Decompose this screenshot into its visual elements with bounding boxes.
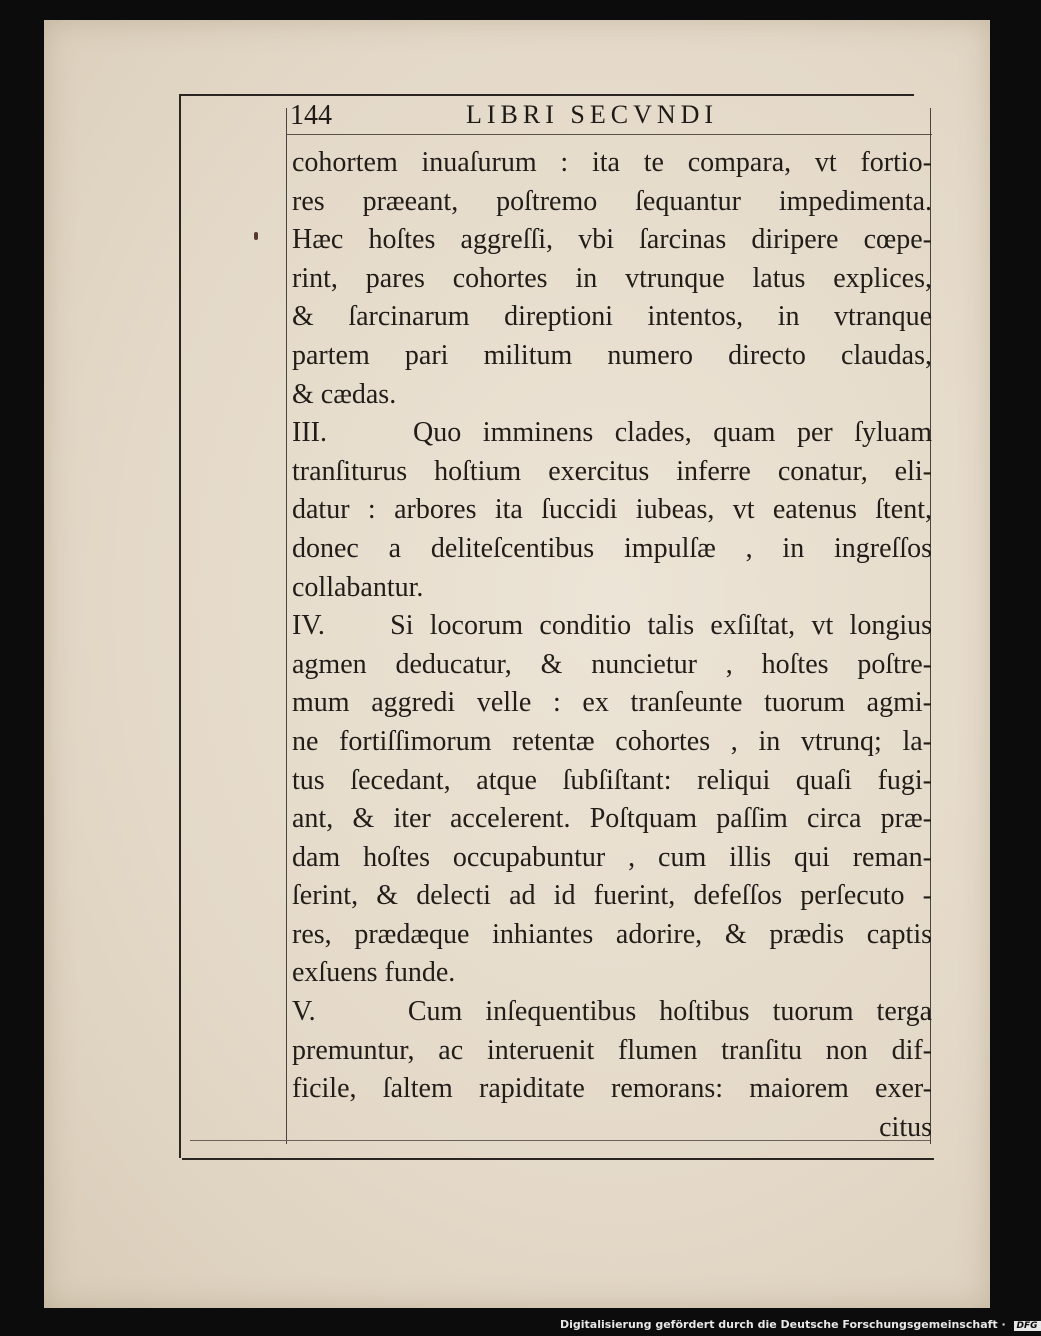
text-line: ne fortiſſimorum retentæ cohortes , in vtrunq; la-: [292, 725, 932, 757]
text-line: collabantur.: [292, 571, 424, 603]
text-line: res, prædæque inhiantes adorire, & prædis captis: [292, 918, 932, 950]
page-number: 144: [290, 100, 332, 131]
text-line: premuntur, ac interuenit flumen tranſitu non dif-: [292, 1034, 932, 1066]
text-line: donec a deliteſcentibus impulſæ , in ingreſſos: [292, 532, 932, 564]
text-line: rint, pares cohortes in vtrunque latus explices,: [292, 262, 932, 294]
text-line: ſerint, & delecti ad id fuerint, defeſſos perſecuto -: [292, 880, 932, 912]
text-line: III. Quo imminens clades, quam per ſyluam: [292, 417, 932, 449]
text-line: mum aggredi velle : ex tranſeunte tuorum agmi-: [292, 687, 932, 719]
text-line: tranſiturus hoſtium exercitus inferre conatur, eli-: [292, 455, 932, 487]
frame-rule-left: [179, 94, 181, 1158]
running-head: LIBRI SECVNDI: [466, 100, 719, 129]
text-line: citus: [879, 1111, 932, 1143]
text-line: ficile, ſaltem rapiditate remorans: maiorem exer-: [292, 1073, 932, 1105]
text-line: & cædas.: [292, 378, 397, 410]
text-line: cohortem inuaſurum : ita te compara, vt fortio-: [292, 147, 932, 178]
frame-rule-bottom: [182, 1158, 934, 1160]
text-line: agmen deducatur, & nuncietur , hoſtes poſtre-: [292, 648, 932, 680]
text-line: partem pari militum numero directo claudas,: [292, 339, 932, 371]
text-line: & ſarcinarum direptioni intentos, in vtranque: [292, 301, 932, 333]
text-line: tus ſecedant, atque ſubſiſtant: reliqui quaſi fugi-: [292, 764, 932, 796]
text-line: res præeant, poſtremo ſequantur impedimenta.: [292, 185, 932, 217]
text-block: [292, 144, 932, 1147]
text-line: IV. Si locorum conditio talis exſiſtat, vt longius: [292, 610, 932, 642]
frame-rule-left-inner: [286, 108, 287, 1144]
ink-mark: [254, 232, 258, 240]
text-line: dam hoſtes occupabuntur , cum illis qui reman-: [292, 841, 932, 873]
frame-rule-top: [180, 94, 914, 96]
footer-text: Digitalisierung gefördert durch die Deutsche Forschungsgemeinschaft ·: [560, 1318, 1006, 1331]
frame-rule-top-inner: [286, 134, 932, 135]
text-line: V. Cum inſequentibus hoſtibus tuorum terga: [292, 996, 932, 1028]
dfg-logo: DFG: [1014, 1321, 1041, 1331]
text-line: datur : arbores ita ſuccidi iubeas, vt eatenus ſtent,: [292, 494, 932, 526]
text-line: ant, & iter accelerent. Poſtquam paſſim circa præ-: [292, 803, 932, 835]
footer-credit: [560, 1318, 1041, 1331]
text-line: Hæc hoſtes aggreſſi, vbi ſarcinas diripere cœpe-: [292, 224, 932, 256]
text-line: exſuens funde.: [292, 957, 456, 989]
